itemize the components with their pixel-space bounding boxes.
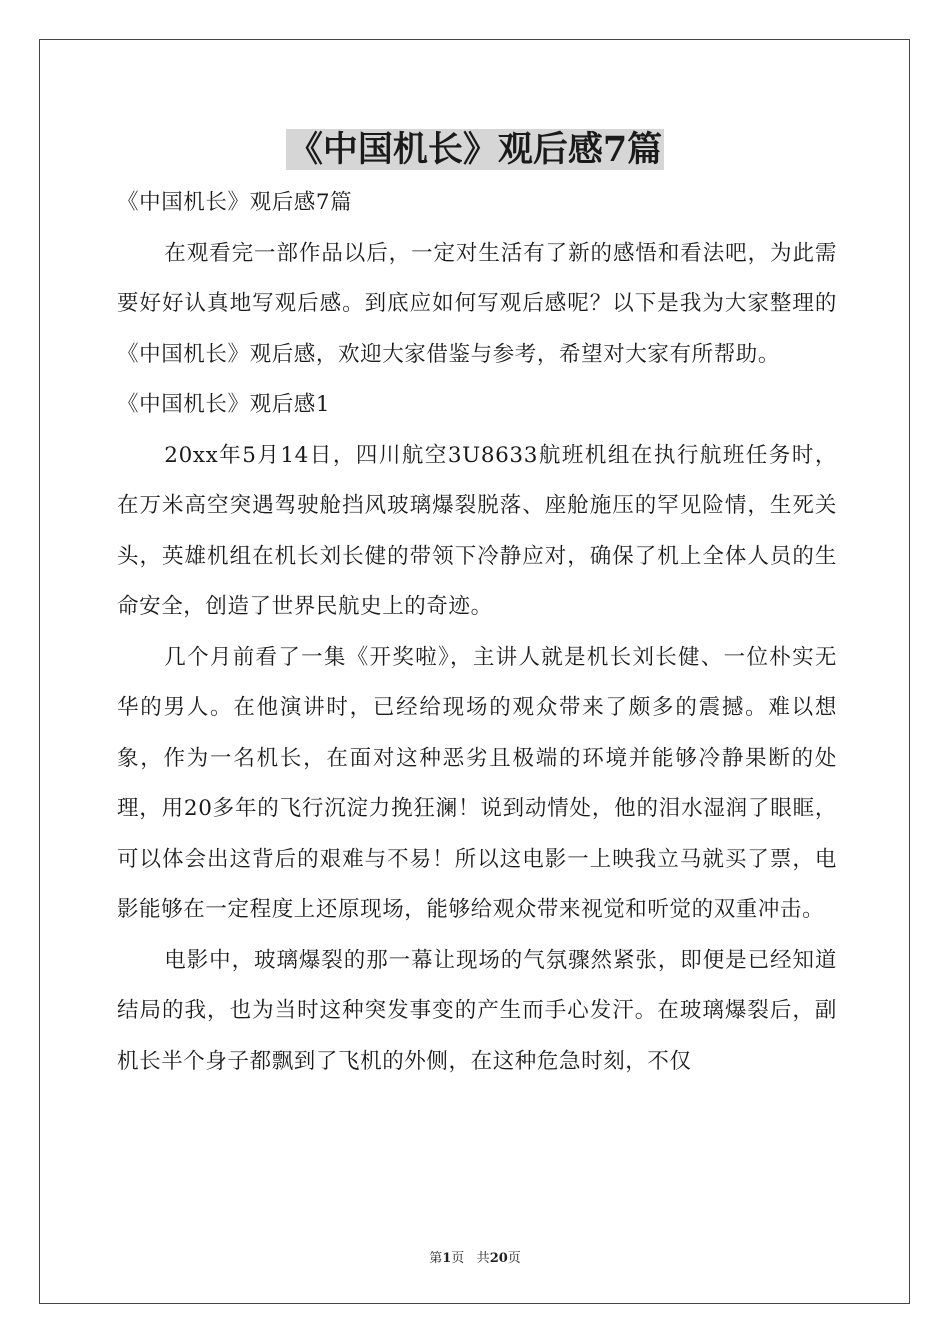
footer-total-pages: 20 — [489, 1251, 508, 1266]
body-paragraph-1: 20xx年5月14日，四川航空3U8633航班机组在执行航班任务时，在万米高空突遇驾驶舱挡风玻璃爆裂脱落、座舱施压的罕见险情，生死关头，英雄机组在机长刘长健的带领下冷静应对，确保了机上全体人员的生命安全，创造了世界民航史上的奇迹。 — [117, 442, 837, 619]
section-heading: 《中国机长》观后感1 — [117, 392, 331, 417]
body-paragraph-3: 电影中，玻璃爆裂的那一幕让现场的气氛骤然紧张，即便是已经知道结局的我，也为当时这种突发事变的产生而手心发汗。在玻璃爆裂后，副机长半个身子都飘到了飞机的外侧，在这种危急时刻，不仅 — [117, 947, 837, 1074]
document-title — [0, 128, 950, 172]
document-subtitle: 《中国机长》观后感7篇 — [117, 190, 353, 215]
body-paragraph-2: 几个月前看了一集《开奖啦》，主讲人就是机长刘长健、一位朴实无华的男人。在他演讲时，已经给现场的观众带来了颇多的震撼。难以想象，作为一名机长，在面对这种恶劣且极端的环境并能够冷静果断的处理，用20多年的飞行沉淀力挽狂澜！说到动情处，他的泪水湿润了眼眶，可以体会出这背后的艰难与不易！所以这电影一上映我立马就买了票，电影能够在一定程度上还原现场，能够给观众带来视觉和听觉的双重冲击。 — [117, 644, 837, 922]
page-footer — [0, 1247, 950, 1266]
footer-page-suffix: 页 — [451, 1251, 465, 1266]
footer-total-prefix: 共 — [476, 1251, 490, 1266]
footer-page-prefix: 第 — [429, 1251, 443, 1266]
footer-total-suffix: 页 — [507, 1251, 521, 1266]
document-body — [117, 178, 837, 1087]
intro-paragraph: 在观看完一部作品以后，一定对生活有了新的感悟和看法吧，为此需要好好认真地写观后感。到底应如何写观后感呢？以下是我为大家整理的《中国机长》观后感，欢迎大家借鉴与参考，希望对大家有所帮助。 — [117, 240, 837, 367]
document-title-text: 《中国机长》观后感7篇 — [287, 129, 663, 170]
footer-page-number: 1 — [442, 1251, 452, 1266]
